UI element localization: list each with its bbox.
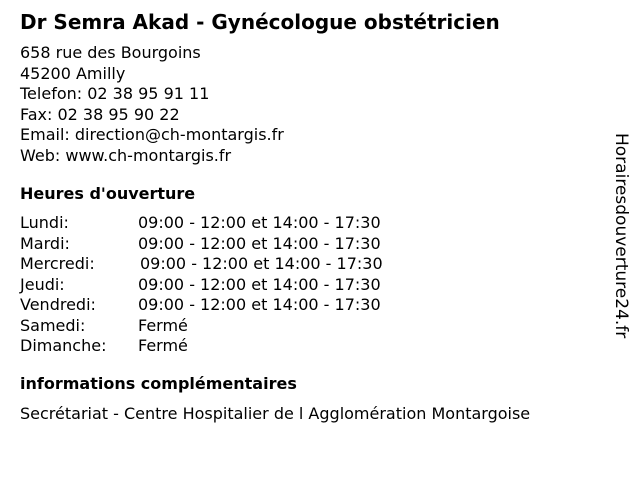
day-label: Lundi: [20,213,69,232]
fax-number: Fax: 02 38 95 90 22 [20,104,180,124]
hours-row-monday [20,213,520,234]
day-hours: 09:00 - 12:00 et 14:00 - 17:30 [138,274,381,294]
site-watermark [610,133,632,343]
website: Web: www.ch-montargis.fr [20,145,232,165]
address-city: 45200 Amilly [20,63,126,83]
day-label: Samedi: [20,315,86,335]
contact-block [20,43,284,166]
hours-row-wednesday [20,254,520,275]
hours-row-sunday [20,336,520,357]
hours-table [20,213,520,357]
info-heading: informations complémentaires [20,374,297,393]
day-label: Mercredi: [20,254,95,273]
watermark-text: Horairesdouverture24.fr [611,133,631,339]
day-hours: Fermé [138,315,188,335]
page-title: Dr Semra Akad - Gynécologue obstétricien [20,10,500,34]
hours-row-thursday [20,275,520,296]
day-label: Jeudi: [20,274,65,294]
day-label: Vendredi: [20,295,96,314]
info-text: Secrétariat - Centre Hospitalier de l Agglomération Montargoise [20,404,531,423]
phone-number: Telefon: 02 38 95 91 11 [20,84,210,103]
day-hours: 09:00 - 12:00 et 14:00 - 17:30 [138,213,381,232]
day-label: Mardi: [20,233,70,253]
hours-row-saturday [20,316,520,337]
day-hours: 09:00 - 12:00 et 14:00 - 17:30 [138,295,381,314]
day-hours: 09:00 - 12:00 et 14:00 - 17:30 [140,254,383,273]
day-hours: Fermé [138,336,188,355]
hours-heading: Heures d'ouverture [20,184,196,203]
hours-row-friday [20,295,520,316]
address-street: 658 rue des Bourgoins [20,43,201,62]
day-label: Dimanche: [20,336,107,355]
email-address: Email: direction@ch-montargis.fr [20,125,284,144]
day-hours: 09:00 - 12:00 et 14:00 - 17:30 [138,233,381,253]
hours-row-tuesday [20,234,520,255]
